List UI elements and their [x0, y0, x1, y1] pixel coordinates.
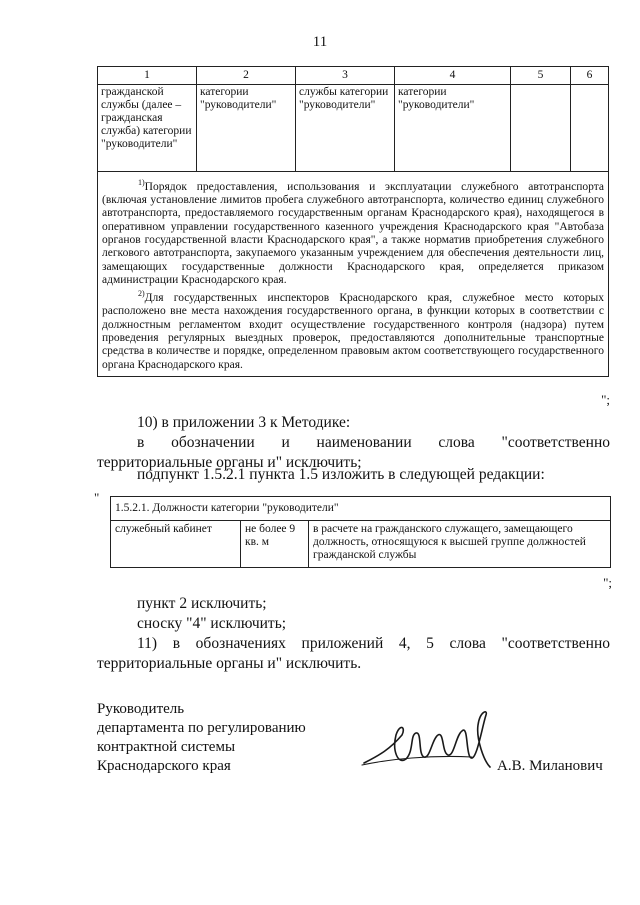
- table-header-cell: 1: [98, 67, 197, 85]
- table-header-cell: 4: [395, 67, 511, 85]
- handwritten-signature: [360, 705, 500, 785]
- table-notes-cell: [98, 172, 609, 377]
- table-header-row: [98, 67, 609, 85]
- table-header-cell: 6: [571, 67, 609, 85]
- table-cell: [571, 85, 609, 172]
- footnote-1-marker: 1): [138, 178, 145, 187]
- opening-quote-2: ": [94, 490, 100, 505]
- signatory-name: А.В. Миланович: [497, 758, 603, 774]
- footnote-2-marker: 2): [138, 289, 145, 299]
- paragraph-footnote-4: сноску "4" исключить;: [137, 615, 287, 632]
- signatory-line: Краснодарского края: [97, 758, 231, 774]
- table-notes-row: [98, 172, 609, 377]
- replacement-table: [110, 496, 611, 568]
- table-header-cell: 1.5.2.1. Должности категории "руководители": [111, 497, 611, 521]
- page-number: 11: [312, 34, 328, 50]
- table-header-cell: 3: [296, 67, 395, 85]
- table-header-cell: 5: [511, 67, 571, 85]
- footnote-2-text: Для государственных инспекторов Краснодарского края, служебное место которых расположено вне места нахождения государственного органа, в функции которых в соответствии с должностным регламентом входит осуществление государственного контроля (надзора) путем проведения регулярных выездных проверок, предоставляются дополнительные транспортные средства в количестве и порядке, определенном правовым актом соответствующего государственного органа Краснодарского края.: [102, 292, 604, 371]
- table-cell: категории "руководители": [395, 85, 511, 172]
- table-row: [111, 521, 611, 568]
- signatory-line: департамента по регулированию: [97, 720, 306, 736]
- paragraph-point-2: пункт 2 исключить;: [137, 595, 267, 612]
- signatory-line: контрактной системы: [97, 739, 236, 755]
- footnote-1-text: Порядок предоставления, использования и эксплуатации служебного автотранспорта (включая установление лимитов пробега служебного автотранспорта, количество единиц служебного автотранспорта, предоставляемого государственным органам Краснодарского края), находящегося в оперативном управлении государственного казенного учреждения Краснодарского края "Автобаза органов государственной власти Краснодарского края", а также норматив приобретения служебного легкового автотранспорта, закупаемого указанным учреждением для обеспечения деятельности лиц, замещающих государственные должности Краснодарского края, определяется приказом администрации Краснодарского края.: [102, 180, 604, 286]
- table-cell: категории "руководители": [197, 85, 296, 172]
- footnote-2: [102, 287, 604, 372]
- paragraph-10-a: в обозначении и наименовании слова "соответственно территориальные органы и" исключить;: [97, 434, 610, 471]
- paragraph-11: 11) в обозначениях приложений 4, 5 слова "соответственно территориальные органы и" исключить.: [97, 635, 610, 672]
- table-cell: гражданской службы (далее – гражданская служба) категории "руководители": [98, 85, 197, 172]
- table-cell: [511, 85, 571, 172]
- signatory-line: Руководитель: [97, 701, 185, 717]
- closing-quote-1: ";: [601, 392, 610, 407]
- norms-table: [97, 66, 609, 377]
- table-cell: не более 9 кв. м: [241, 521, 309, 568]
- paragraph-10: 10) в приложении 3 к Методике:: [137, 414, 351, 431]
- table-cell: в расчете на гражданского служащего, замещающего должность, относящуюся к высшей группе должностей гражданской службы: [309, 521, 611, 568]
- table-header-row: [111, 497, 611, 521]
- signatory-title: [97, 700, 306, 776]
- closing-quote-2: ";: [603, 575, 612, 590]
- table-row: [98, 85, 609, 172]
- table-cell: служебный кабинет: [111, 521, 241, 568]
- footnote-1: [102, 176, 604, 287]
- table-header-cell: 2: [197, 67, 296, 85]
- table-cell: службы категории "руководители": [296, 85, 395, 172]
- paragraph-10-b: подпункт 1.5.2.1 пункта 1.5 изложить в следующей редакции:: [137, 466, 545, 483]
